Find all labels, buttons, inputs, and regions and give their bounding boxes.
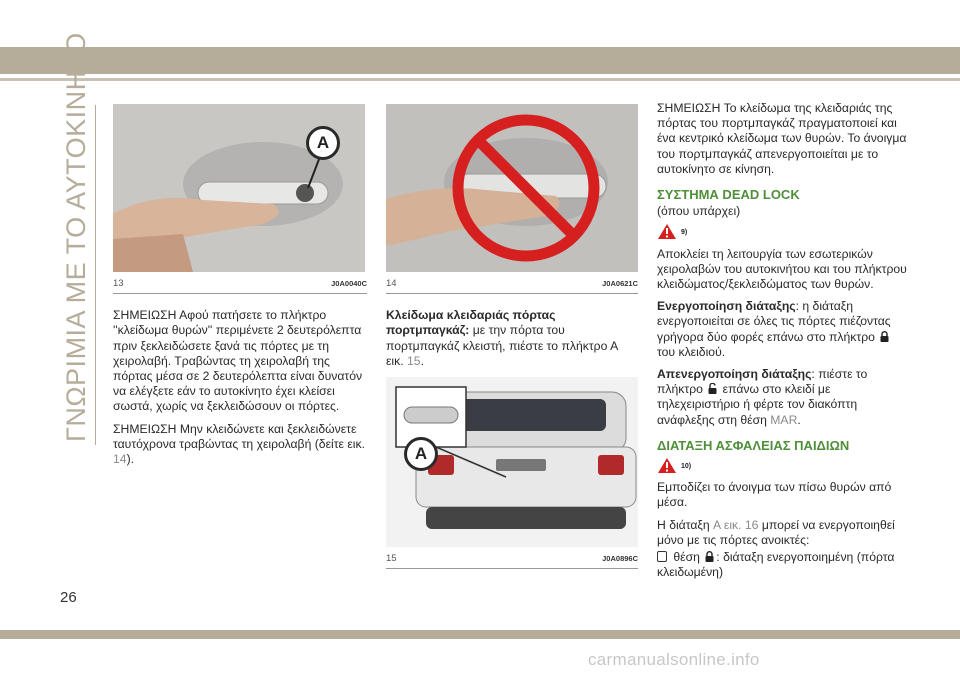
prohibited-handle-illustration (386, 104, 638, 272)
figure-15-rear-car-image (386, 377, 638, 547)
deactivation-end: . (797, 412, 801, 427)
deactivation-text-b: επάνω στο κλειδί με τηλεχειριστήριο ή φέρτε τον διακόπτη ανάφλεξης στη θέση (657, 382, 858, 427)
footer-band (0, 630, 960, 639)
figure-13-door-handle-image (113, 104, 365, 272)
activation-label: Ενεργοποίηση διάταξης (657, 299, 796, 314)
watermark: carmanualsonline.info (588, 650, 760, 669)
figure-13-number: 13 (113, 278, 124, 289)
child-safety-bullet (657, 550, 912, 580)
tailgate-note: ΣΗΜΕΙΩΣΗ Το κλείδωμα της κλειδαριάς της πόρτας του πορτμπαγκάζ πραγματοποιεί και ένα κεντρικό κλείδωμα των θυρών. Το άνοιγμα του πορτμπαγκάζ απενεργοποιείται με το αυτοκίνητο σε κίνηση. (657, 101, 907, 176)
deactivation-paragraph (657, 367, 912, 428)
tailgate-lock-paragraph (386, 308, 638, 369)
figure-15-marker-a: A (404, 437, 438, 471)
note-paragraph-2 (113, 422, 367, 468)
bullet-square-icon (657, 551, 667, 562)
tailgate-lock-text: με την πόρτα του πορτμπαγκάζ κλειστή, πιέστε το πλήκτρο Α εικ. (386, 323, 618, 368)
figure-13-marker-a: A (306, 126, 340, 160)
bullet-text-a: θέση (670, 550, 704, 565)
activation-text-b: του κλειδιού. (657, 344, 726, 359)
figure-13-code: J0A0040C (331, 279, 367, 288)
note-2-text: ΣΗΜΕΙΩΣΗ Μην κλειδώνετε και ξεκλειδώνετε ταυτόχρονα τραβώντας τη χειρολαβή (δείτε εικ. (113, 421, 365, 451)
column-1 (113, 104, 367, 474)
figure-14-number: 14 (386, 278, 397, 289)
bullet-text-b: : διάταξη ενεργοποιημένη (πόρτα κλειδωμένη) (657, 550, 895, 580)
lock-closed-icon (880, 331, 889, 342)
activation-paragraph (657, 299, 912, 360)
column-2 (386, 104, 638, 569)
child-safety-p2-b: μπορεί να ενεργοποιηθεί μόνο με τις πόρτες ανοικτές: (657, 517, 895, 547)
warning-ref-10-number: 10) (681, 463, 692, 471)
note-2-figure-ref: 14 (113, 452, 127, 467)
dead-lock-heading: ΣΥΣΤΗΜΑ DEAD LOCK (657, 187, 800, 203)
warning-triangle-icon (657, 457, 677, 474)
note-2-end: ). (126, 452, 135, 467)
lock-open-icon (708, 383, 717, 394)
figure-14-code: J0A0621C (602, 279, 638, 288)
figure-15-number: 15 (386, 553, 397, 565)
tailgate-lock-title: Κλείδωμα κλειδαριάς πόρτας πορτμπαγκάζ: (386, 308, 556, 338)
header-band (0, 47, 960, 74)
figure-15-code: J0A0896C (602, 554, 638, 564)
figure-14-prohibited-image (386, 104, 638, 272)
activation-text-a: : η διάταξη ενεργοποιείται σε όλες τις πόρτες πιέζοντας γρήγορα δύο φορές επάνω στο πλήκτρο (657, 299, 891, 344)
warning-ref-9 (657, 223, 912, 240)
page-number: 26 (60, 589, 77, 606)
child-safety-p2-a: Η διάταξη (657, 517, 714, 532)
chapter-divider (95, 105, 96, 445)
lock-closed-icon (705, 551, 714, 562)
figure-13-caption (113, 276, 367, 294)
tailgate-lock-end: . (420, 353, 424, 368)
warning-triangle-icon (657, 223, 677, 240)
child-safety-p2 (657, 518, 912, 548)
warning-ref-9-number: 9) (681, 229, 688, 237)
chapter-title: ΓΝΩΡΙΜΙΑ ΜΕ ΤΟ ΑΥΤΟΚΙΝΗΤΟ (61, 32, 91, 442)
warning-ref-10 (657, 457, 912, 474)
figure-14-caption (386, 276, 638, 294)
note-paragraph-1: ΣΗΜΕΙΩΣΗ Αφού πατήσετε το πλήκτρο ''κλείδωμα θυρών'' περιμένετε 2 δευτερόλεπτα πριν ξεκλειδώσετε ξανά τις πόρτες με τη χειρολαβή. Τραβώντας τη χειρολαβή της πόρτας μέσα σε 2 δευτερόλεπτα είναι δυνατόν να ελέγξετε εάν το αυτοκίνητο έχει κλείσει σωστά, χωρίς να ξεκλειδώσουν οι πόρτες. (113, 308, 363, 414)
tailgate-lock-figure-ref: 15 (407, 353, 421, 368)
header-band-thin (0, 78, 960, 81)
child-safety-figure-ref: A εικ. 16 (713, 517, 759, 532)
dead-lock-availability: (όπου υπάρχει) (657, 204, 741, 219)
column-3 (657, 101, 912, 587)
dead-lock-description: Αποκλείει τη λειτουργία των εσωτερικών χειρολαβών του αυτοκινήτου και του πλήκτρου κλειδώματος/ξεκλειδώματος των θυρών. (657, 246, 907, 292)
child-safety-p1: Εμποδίζει το άνοιγμα των πίσω θυρών από μέσα. (657, 480, 892, 510)
figure-15-caption (386, 551, 638, 569)
child-safety-heading: ΔΙΑΤΑΞΗ ΑΣΦΑΛΕΙΑΣ ΠΑΙΔΙΩΝ (657, 437, 850, 453)
deactivation-label: Απενεργοποίηση διάταξης (657, 367, 812, 382)
deactivation-text-a: : πιέστε το πλήκτρο (657, 367, 868, 397)
deactivation-mar-ref: MAR (770, 412, 798, 427)
